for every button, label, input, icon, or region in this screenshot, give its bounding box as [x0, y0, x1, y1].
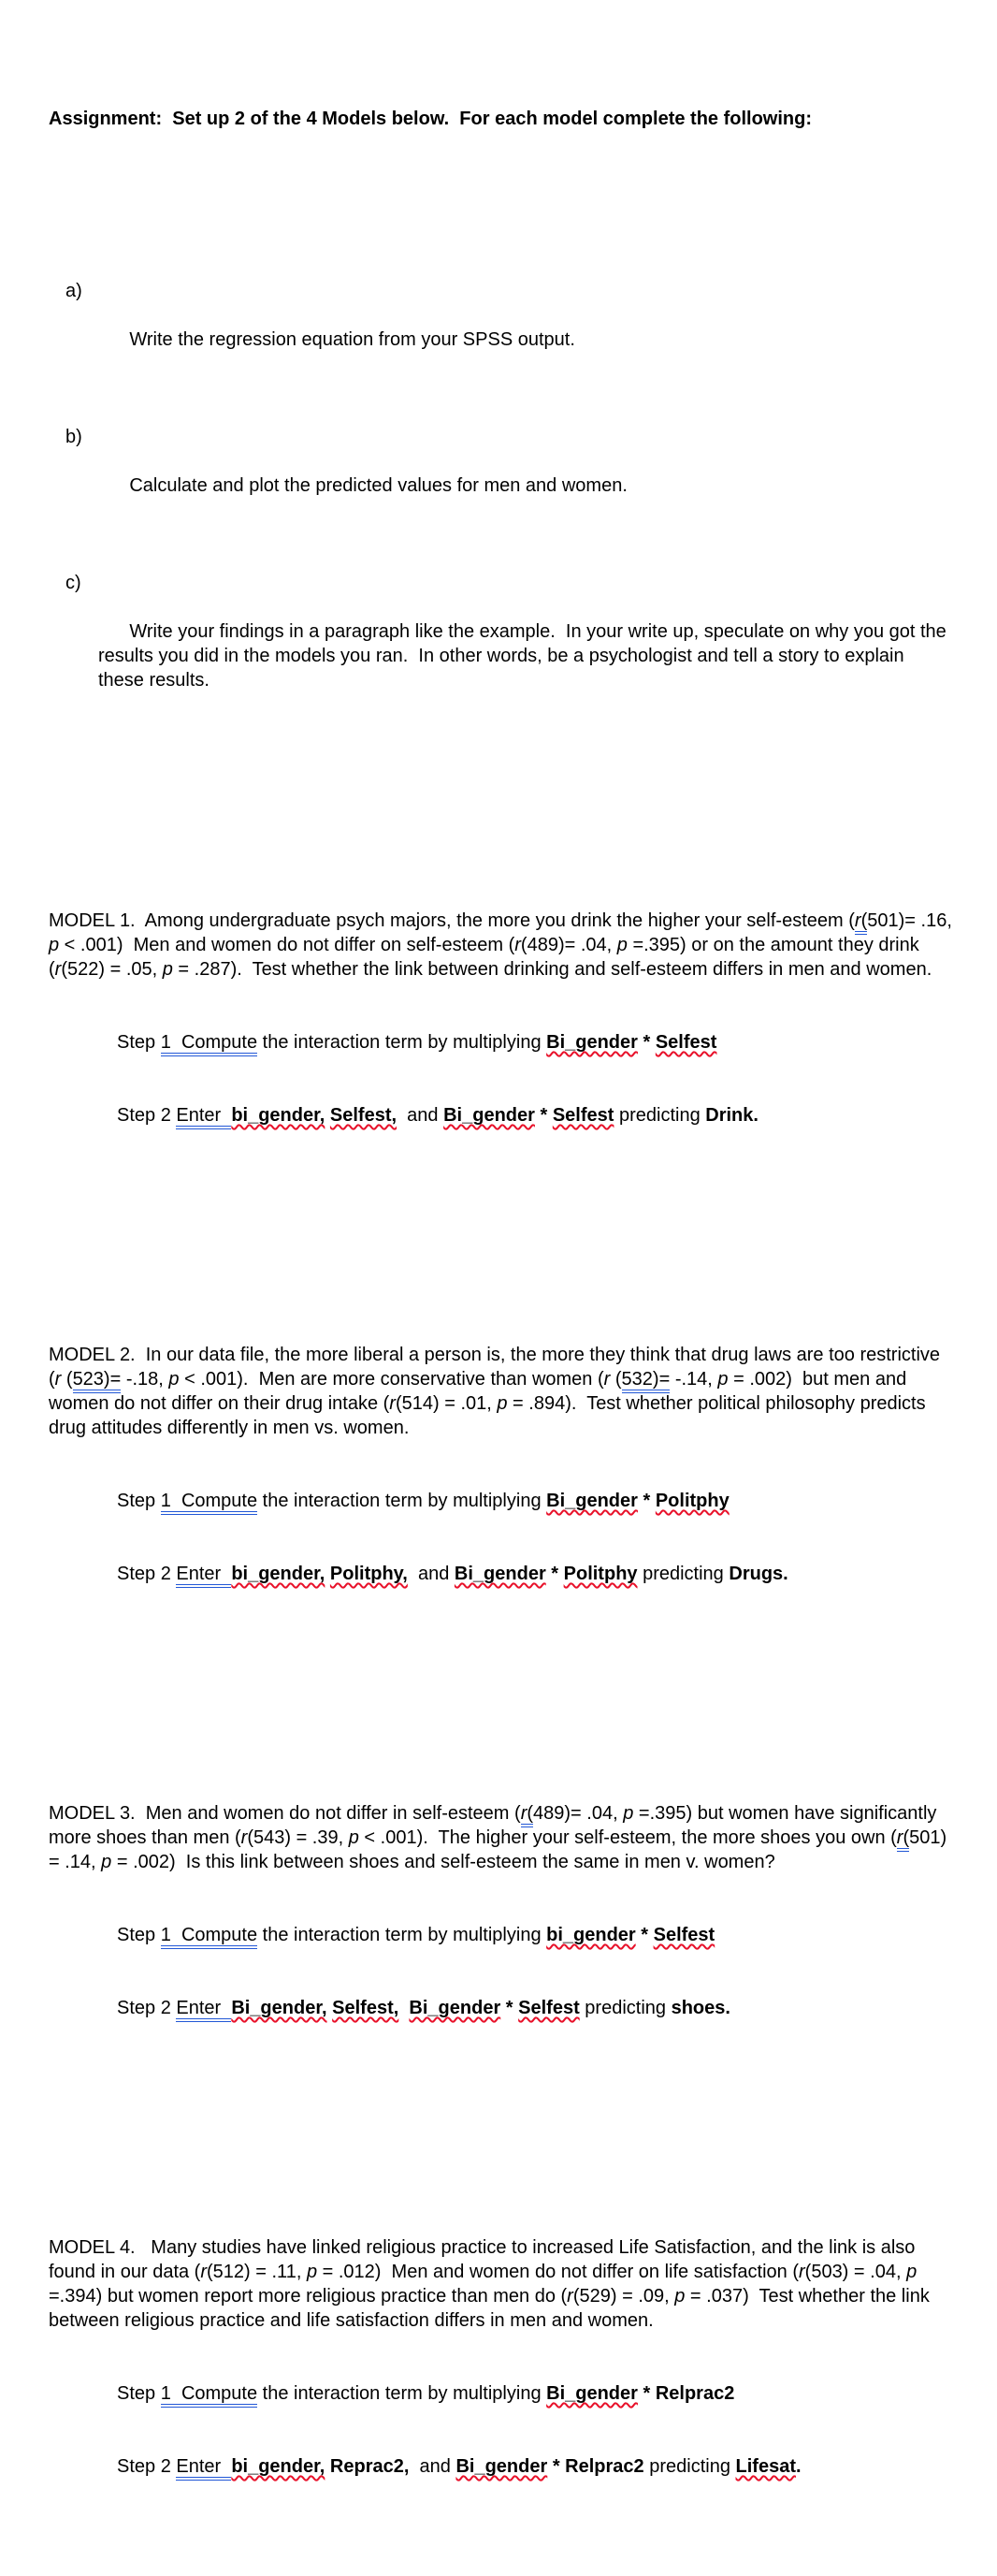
text-run: MODEL 1. Among undergraduate psych majors, the more you drink the higher your self-esteem ( — [49, 910, 855, 931]
text-run: r — [389, 1393, 396, 1414]
instruction-label-b: b) — [65, 427, 82, 447]
instruction-label-c: c) — [65, 573, 81, 593]
text-run: p — [623, 1803, 634, 1824]
text-run: p — [168, 1369, 180, 1390]
text-run: Enter — [176, 1564, 231, 1588]
text-run: ( — [527, 1803, 533, 1827]
text-run: Politphy, — [329, 1564, 408, 1584]
text-run: p — [49, 935, 60, 955]
model-2-section — [49, 1294, 954, 1635]
text-run: p — [497, 1393, 508, 1414]
text-run: Step 2 — [117, 1105, 177, 1126]
text-run: r — [897, 1827, 903, 1852]
text-run: Bi_gender — [455, 2456, 548, 2477]
text-run: -.18, — [121, 1369, 169, 1390]
text-run: bi_gender, — [231, 1105, 325, 1126]
text-run: p — [674, 2286, 686, 2307]
text-run: Selfest, — [332, 1998, 399, 2018]
text-run: and — [409, 2456, 456, 2477]
model-4-step-1 — [49, 2381, 954, 2406]
text-run: bi_gender, — [231, 2456, 325, 2477]
text-run: * — [545, 1564, 564, 1584]
text-run: and — [397, 1105, 444, 1126]
text-run: * — [534, 1105, 553, 1126]
text-run: r — [567, 2286, 573, 2307]
model-1-paragraph — [49, 909, 958, 982]
text-run: Bi_gender — [546, 1491, 638, 1511]
text-run: =.395) or on the amount they drink ( — [49, 935, 925, 980]
text-run: predicting — [579, 1998, 672, 2018]
text-run — [398, 1998, 409, 2018]
text-run: Enter — [176, 1998, 231, 2022]
text-run: 1 Compute — [161, 1032, 257, 1056]
text-run: < .001). Men are more conservative than women ( — [179, 1369, 604, 1390]
text-run: Selfest — [655, 1032, 717, 1053]
text-run: * — [635, 1925, 654, 1945]
text-run: Enter — [176, 2456, 231, 2481]
text-run: = .037) Test whether the link between religious practice and life satisfaction differs in men and women. — [49, 2286, 935, 2331]
text-run: Selfest — [518, 1998, 580, 2018]
text-run: p — [616, 935, 628, 955]
text-run: MODEL 3. Men and women do not differ in self-esteem ( — [49, 1803, 521, 1824]
text-run: MODEL 2. In our data file, the more liberal a person is, the more they think that drug laws are too restrictive ( — [49, 1345, 946, 1390]
text-run: Selfest — [653, 1925, 715, 1945]
text-run: Bi_gender — [443, 1105, 535, 1126]
text-run: r — [54, 1369, 62, 1390]
text-run: Selfest, — [329, 1105, 397, 1126]
text-run: 532)= — [622, 1369, 671, 1393]
text-run: = .002) but men and women do not differ on their drug intake ( — [49, 1369, 912, 1414]
text-run: = .894). Test whether political philosophy predicts drug attitudes differently in men vs. women. — [49, 1393, 932, 1438]
text-run: p — [101, 1852, 112, 1872]
text-run: p — [348, 1827, 359, 1848]
text-run: 489)= .04, — [533, 1803, 624, 1824]
text-run: < .001). The higher your self-esteem, the more shoes you own ( — [358, 1827, 897, 1848]
text-run: Drugs. — [729, 1564, 788, 1584]
text-run: r — [240, 1827, 248, 1848]
model-1-step-2 — [49, 1103, 954, 1128]
instruction-item-c — [49, 571, 954, 717]
model-4-section — [49, 2187, 954, 2527]
model-1-section — [49, 860, 958, 1176]
text-run: shoes. — [671, 1998, 730, 2018]
text-run: p — [162, 959, 173, 980]
text-run: Step — [117, 1491, 161, 1511]
text-run: Relprac2 — [565, 2456, 644, 2477]
text-run: Step — [117, 2383, 161, 2404]
text-run: Step — [117, 1032, 161, 1053]
text-run: ( — [861, 910, 868, 935]
text-run: Bi_gender, — [231, 1998, 327, 2018]
text-run: -.14, — [670, 1369, 718, 1390]
model-2-paragraph — [49, 1343, 954, 1440]
text-run: Bi_gender — [409, 1998, 501, 2018]
text-run: Bi_gender — [546, 2383, 638, 2404]
text-run: and — [407, 1564, 455, 1584]
text-run: predicting — [614, 1105, 706, 1126]
text-run: Step 2 — [117, 1564, 177, 1584]
document-page — [49, 34, 958, 2576]
text-run: * — [637, 2383, 656, 2404]
instruction-text-a: Write the regression equation from your SPSS output. — [129, 329, 575, 350]
text-run: . — [795, 2456, 802, 2477]
text-run: ( — [610, 1369, 622, 1390]
text-run: =.395) but women have significantly more shoes than men ( — [49, 1803, 942, 1848]
text-run: Step — [117, 1925, 161, 1945]
text-run: (514) = .01, — [395, 1393, 498, 1414]
text-run: (503) = .04, — [804, 2262, 907, 2282]
text-run: Step 2 — [117, 1998, 177, 2018]
instruction-text-c: Write your findings in a paragraph like the example. In your write up, speculate on why you got the results you did in the models you ran. In other words, be a psychologist and tell a story to explain these results. — [98, 621, 952, 691]
text-run: 501) = .14, — [49, 1827, 952, 1872]
text-run: 1 Compute — [161, 1491, 257, 1515]
text-run: Enter — [176, 1105, 231, 1129]
assignment-title: Assignment: Set up 2 of the 4 Models below. For each model complete the following: — [49, 109, 813, 129]
text-run: Lifesat — [735, 2456, 796, 2477]
text-run: = .002) Is this link between shoes and self-esteem the same in men v. women? — [111, 1852, 775, 1872]
text-run: the interaction term by multiplying — [257, 2383, 547, 2404]
text-run: Selfest — [552, 1105, 614, 1126]
text-run: * — [547, 2456, 566, 2477]
text-run: (529) = .09, — [572, 2286, 675, 2307]
text-run: bi_gender, — [231, 1564, 325, 1584]
text-run: the interaction term by multiplying — [257, 1925, 547, 1945]
text-run: r — [855, 910, 861, 935]
model-3-section — [49, 1753, 954, 2069]
instruction-label-a: a) — [65, 281, 82, 301]
instruction-item-a — [49, 279, 954, 376]
text-run: r — [54, 959, 62, 980]
text-run: * — [637, 1032, 656, 1053]
text-run: r — [514, 935, 521, 955]
model-2-step-1 — [49, 1489, 954, 1513]
text-run: = .287). Test whether the link between drinking and self-esteem differs in men and women. — [172, 959, 932, 980]
instruction-list — [49, 230, 954, 765]
text-run: Bi_gender — [454, 1564, 546, 1584]
model-3-step-2 — [49, 1996, 954, 2020]
text-run: Bi_gender — [546, 1032, 638, 1053]
model-2-step-2 — [49, 1562, 954, 1586]
instruction-item-b — [49, 425, 954, 522]
text-run: * — [500, 1998, 519, 2018]
text-run: p — [306, 2262, 318, 2282]
text-run: the interaction term by multiplying — [257, 1491, 547, 1511]
text-run: Reprac2, — [329, 2456, 410, 2477]
text-run: Politphy — [563, 1564, 638, 1584]
text-run: ( — [61, 1369, 73, 1390]
text-run: r — [521, 1803, 527, 1827]
text-run: 523)= — [73, 1369, 122, 1393]
text-run: Step 2 — [117, 2456, 177, 2477]
model-3-step-1 — [49, 1923, 954, 1947]
text-run: 1 Compute — [161, 2383, 257, 2408]
text-run: Drink. — [705, 1105, 759, 1126]
text-run: r — [798, 2262, 805, 2282]
text-run: =.394) but women report more religious practice than men do ( — [49, 2262, 922, 2307]
model-1-step-1 — [49, 1030, 954, 1055]
text-run: 1 Compute — [161, 1925, 257, 1949]
text-run: (512) = .11, — [207, 2262, 307, 2282]
instruction-text-b: Calculate and plot the predicted values for men and women. — [129, 475, 628, 496]
text-run: the interaction term by multiplying — [257, 1032, 547, 1053]
text-run: 501)= .16, — [867, 910, 958, 931]
model-4-step-2 — [49, 2454, 954, 2479]
text-run: bi_gender — [546, 1925, 636, 1945]
text-run: = .012) Men and women do not differ on life satisfaction ( — [317, 2262, 799, 2282]
text-run: Relprac2 — [655, 2383, 735, 2404]
text-run: predicting — [637, 1564, 730, 1584]
model-4-paragraph — [49, 2235, 954, 2333]
text-run: Politphy — [655, 1491, 730, 1511]
text-run: (522) = .05, — [61, 959, 163, 980]
model-3-paragraph — [49, 1801, 954, 1874]
text-run: * — [637, 1491, 656, 1511]
text-run: (543) = .39, — [247, 1827, 349, 1848]
text-run: MODEL 4. Many studies have linked religious practice to increased Life Satisfaction, and the link is also found in our data ( — [49, 2237, 920, 2282]
text-run: < .001) Men and women do not differ on self-esteem ( — [59, 935, 515, 955]
text-run: (489)= .04, — [520, 935, 617, 955]
text-run: ( — [903, 1827, 909, 1852]
text-run: p — [906, 2262, 918, 2282]
text-run: r — [603, 1369, 611, 1390]
text-run: predicting — [643, 2456, 736, 2477]
text-run: r — [200, 2262, 208, 2282]
text-run: p — [717, 1369, 729, 1390]
